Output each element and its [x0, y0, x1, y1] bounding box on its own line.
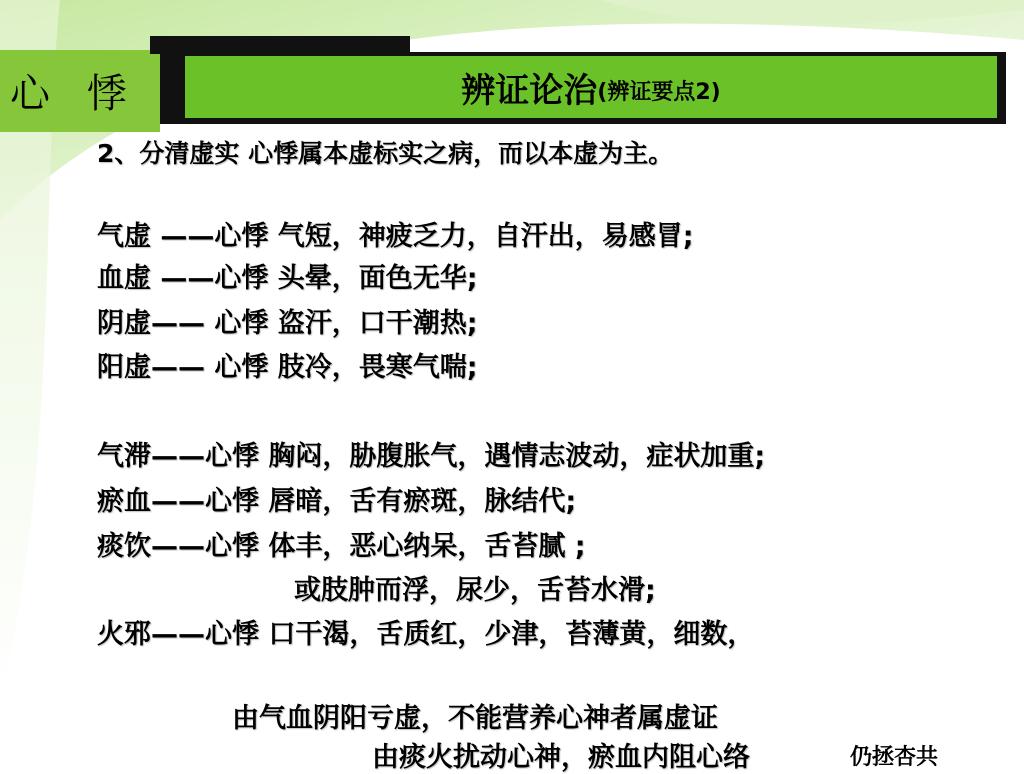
line-phlegm-continued: 或肢肿而浮，尿少，舌苔水滑; [294, 575, 656, 606]
title-bar [185, 56, 997, 118]
line-phlegm: 痰饮——心悸 体丰，恶心纳呆，舌苔腻 ; [97, 531, 586, 562]
slide-label: 心 悸 [10, 71, 139, 117]
line-qi-deficiency: 气虚 ——心悸 气短，神疲乏力，自汗出，易感冒; [97, 221, 694, 252]
title-main: 辨证论治 [461, 70, 598, 111]
intro-line: 2、分清虚实 心悸属本虚标实之病，而以本虚为主。 [97, 139, 674, 168]
line-yang-deficiency: 阳虚—— 心悸 肢冷，畏寒气喘; [97, 352, 478, 383]
line-fire-evil: 火邪——心悸 口干渴，舌质红，少津，苔薄黄，细数， [97, 619, 755, 650]
title-sub: (辨证要点2) [597, 79, 721, 105]
summary-deficiency: 由气血阴阳亏虚，不能营养心神者属虚证 [232, 703, 718, 734]
footer-note: 仍拯杏共 [850, 745, 939, 770]
line-blood-deficiency: 血虚 ——心悸 头晕，面色无华; [97, 263, 478, 294]
summary-excess: 由痰火扰动心神，瘀血内阻心络 [372, 742, 750, 773]
line-yin-deficiency: 阴虚—— 心悸 盗汗，口干潮热; [97, 308, 478, 339]
line-qi-stagnation: 气滞——心悸 胸闷，胁腹胀气，遇情志波动，症状加重; [97, 441, 766, 472]
line-blood-stasis: 瘀血——心悸 唇暗，舌有瘀斑，脉结代; [97, 486, 577, 517]
